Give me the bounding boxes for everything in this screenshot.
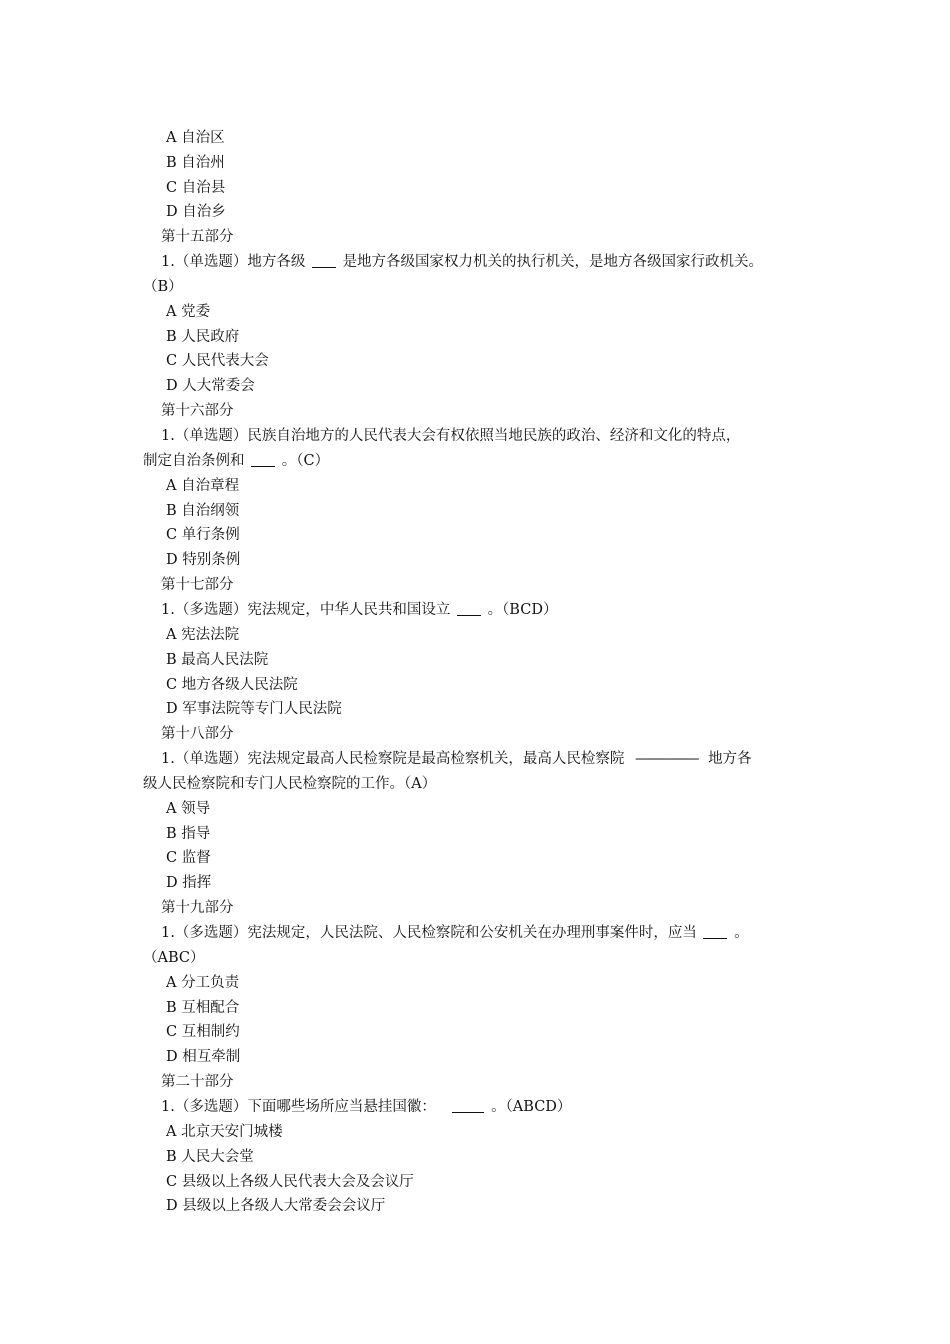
question-text xyxy=(161,749,752,769)
option-line: B 自治州 xyxy=(166,155,225,171)
section-heading: 第十八部分 xyxy=(161,726,234,742)
question-continuation: 级人民检察院和专门人民检察院的工作。（A） xyxy=(143,776,437,792)
question-prefix: 1.（多选题）宪法规定，中华人民共和国设立 xyxy=(161,602,451,618)
question-prefix: 1.（单选题）宪法规定最高人民检察院是最高检察机关，最高人民检察院 xyxy=(161,751,625,767)
option-line: D 指挥 xyxy=(166,875,212,891)
option-line: D 军事法院等专门人民法院 xyxy=(166,701,342,717)
answer-blank xyxy=(703,924,727,939)
question-suffix: 。（ABCD） xyxy=(491,1099,572,1115)
question-prefix: 1.（多选题）下面哪些场所应当悬挂国徽： xyxy=(161,1099,436,1115)
option-line: A 宪法法院 xyxy=(166,627,240,643)
option-line: B 人民大会堂 xyxy=(166,1149,254,1165)
option-line: D 特别条例 xyxy=(166,552,241,568)
question-prefix: 制定自治条例和 xyxy=(143,453,245,469)
question-prefix: 1.（多选题）宪法规定，人民法院、人民检察院和公安机关在办理刑事案件时，应当 xyxy=(161,925,697,941)
option-line: C 单行条例 xyxy=(166,527,240,543)
question-text xyxy=(161,1097,571,1117)
option-line: A 自治区 xyxy=(166,130,225,146)
option-line: C 县级以上各级人民代表大会及会议厅 xyxy=(166,1174,414,1190)
question-suffix: 。（BCD） xyxy=(487,602,558,618)
option-line: B 人民政府 xyxy=(166,329,240,345)
section-heading: 第二十部分 xyxy=(161,1074,234,1090)
answer-blank xyxy=(452,1098,484,1113)
answer-blank xyxy=(457,601,481,616)
question-text xyxy=(161,600,557,620)
option-line: C 监督 xyxy=(166,850,211,866)
option-line: A 北京天安门城楼 xyxy=(166,1124,283,1140)
option-line: D 自治乡 xyxy=(166,204,226,220)
question-text: 1.（单选题）民族自治地方的人民代表大会有权依照当地民族的政治、经济和文化的特点， xyxy=(161,428,741,444)
question-continuation xyxy=(143,451,329,471)
question-suffix: 。（C） xyxy=(281,453,330,469)
question-text xyxy=(161,923,749,943)
question-answer: （B） xyxy=(143,279,183,295)
question-suffix: 。 xyxy=(734,925,749,941)
option-line: B 互相配合 xyxy=(166,1000,240,1016)
section-heading: 第十六部分 xyxy=(161,403,234,419)
question-suffix: 地方各 xyxy=(708,751,752,767)
option-line: A 领导 xyxy=(166,801,211,817)
answer-blank xyxy=(251,452,275,467)
question-answer: （ABC） xyxy=(143,950,205,966)
section-heading: 第十七部分 xyxy=(161,577,234,593)
option-line: B 自治纲领 xyxy=(166,503,240,519)
answer-dash: ————— xyxy=(634,751,698,767)
option-line: B 指导 xyxy=(166,826,211,842)
answer-blank xyxy=(312,253,336,268)
option-line: D 相互牵制 xyxy=(166,1049,241,1065)
section-heading: 第十五部分 xyxy=(161,229,234,245)
option-line: A 自治章程 xyxy=(166,478,240,494)
option-line: C 地方各级人民法院 xyxy=(166,677,298,693)
option-line: C 人民代表大会 xyxy=(166,353,269,369)
question-text xyxy=(161,252,763,272)
section-heading: 第十九部分 xyxy=(161,900,234,916)
option-line: D 人大常委会 xyxy=(166,378,255,394)
option-line: A 分工负责 xyxy=(166,975,240,991)
option-line: C 互相制约 xyxy=(166,1024,240,1040)
option-line: C 自治县 xyxy=(166,180,226,196)
question-prefix: 1.（单选题）地方各级 xyxy=(161,254,306,270)
option-line: B 最高人民法院 xyxy=(166,652,269,668)
question-suffix: 是地方各级国家权力机关的执行机关，是地方各级国家行政机关。 xyxy=(342,254,764,270)
option-line: A 党委 xyxy=(166,304,211,320)
option-line: D 县级以上各级人大常委会会议厅 xyxy=(166,1198,386,1214)
